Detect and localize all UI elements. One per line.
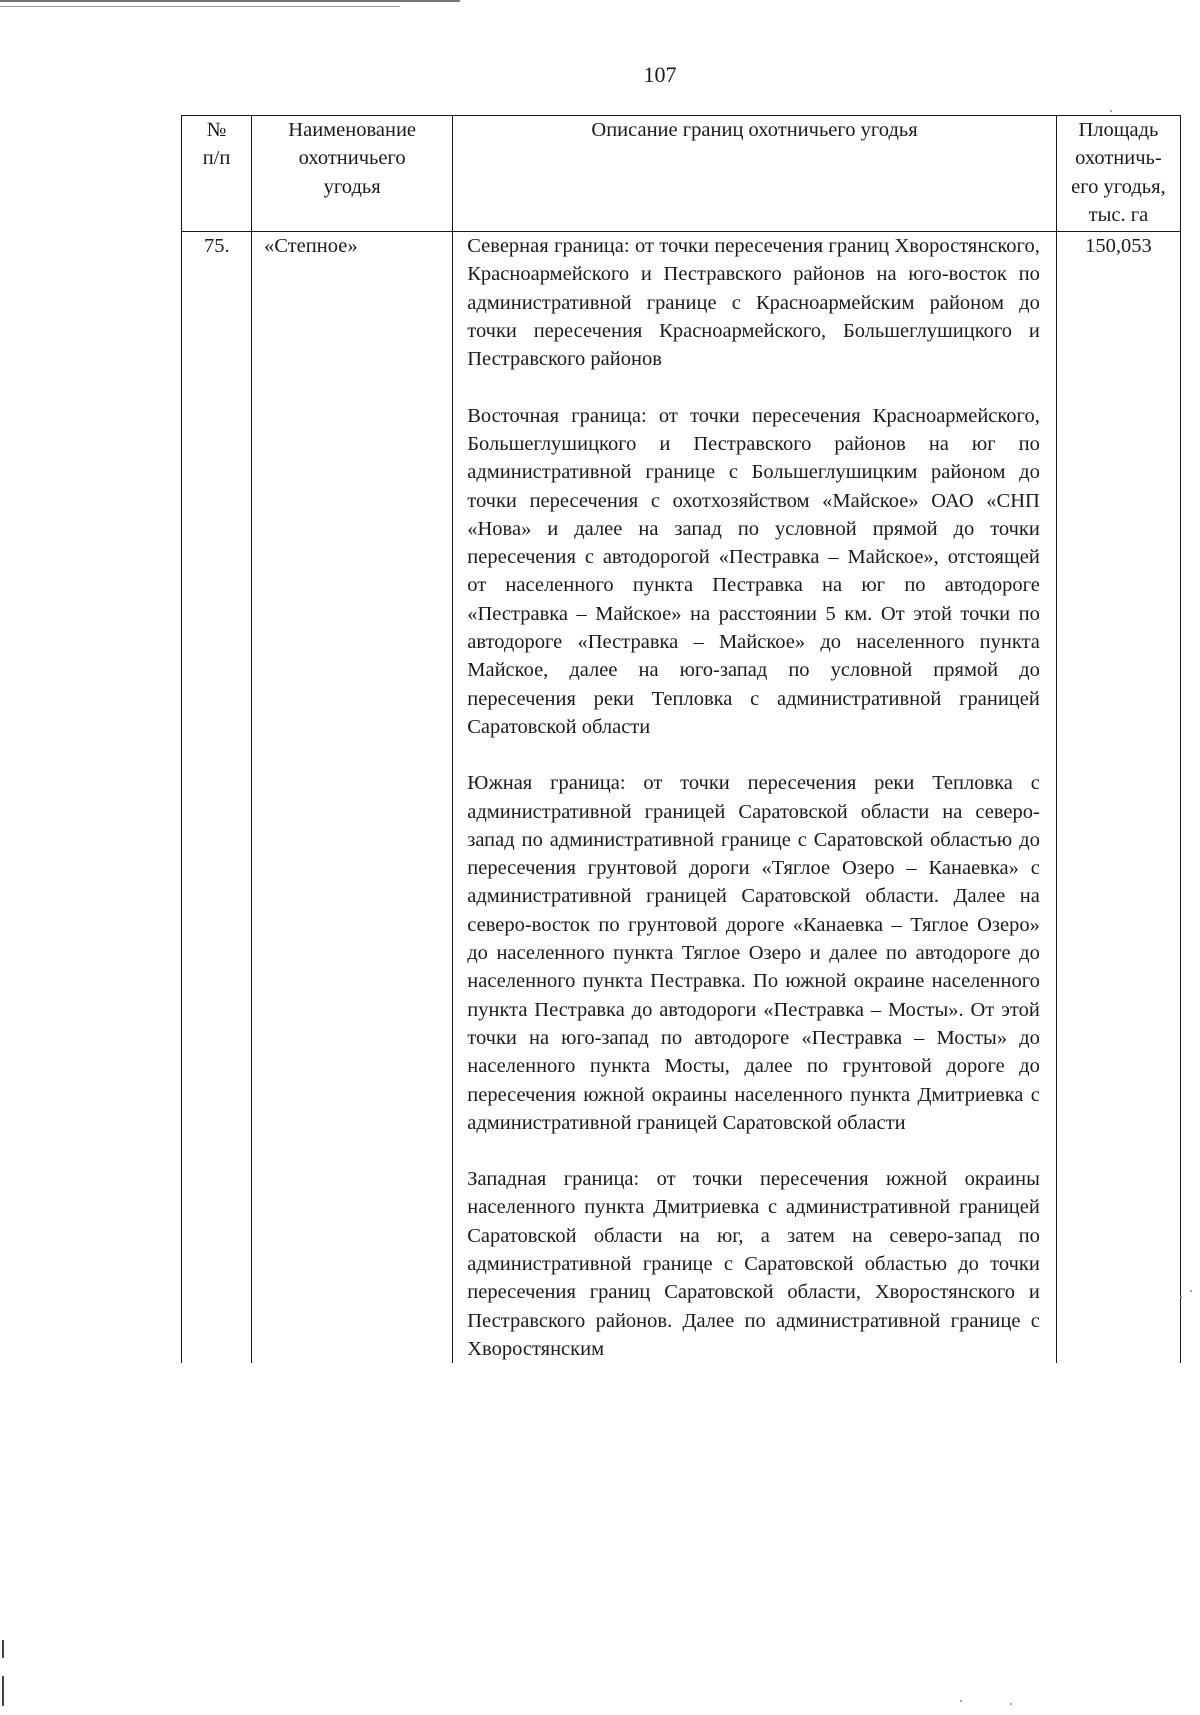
scan-margin-mark: [2, 1640, 4, 1658]
scan-speck: [1180, 1296, 1182, 1298]
scan-speck: [1190, 1290, 1192, 1292]
scan-edge-line: [0, 6, 400, 7]
scan-edge-line: [0, 0, 460, 2]
page-number: 107: [643, 62, 677, 87]
scan-margin-mark: [2, 1676, 4, 1706]
southern-boundary-text: Южная граница: от точки пересечения реки Тепловка с административной границей Саратовской области на северо-запад по административной границе с Саратовской областью до пересечения грунтовой дороги «Тяглое Озеро – Канаевка» с административной границей Саратовской области. Далее на северо-восток по грунтовой дороге «Канаевка – Тяглое Озеро» до населенного пункта Тяглое Озеро и далее по автодороге до населенного пункта Пестравка. По южной окраине населенного пункта Пестравка до автодороги «Пестравка – Мосты». От этой точки на юго-запад по автодороге «Пестравка – Мосты» до населенного пункта Мосты, далее по грунтовой дороге до пересечения южной окраины населенного пункта Дмитриевка с административной границей Саратовской области: [467, 772, 1040, 1134]
hunting-grounds-table: [181, 115, 1181, 1363]
header-area: Площадь охотничь-его угодья, тыс. га: [1056, 116, 1180, 232]
row-area: 150,053: [1056, 232, 1180, 1363]
table-header-row: [182, 116, 1181, 232]
header-description: Описание границ охотничьего угодья: [453, 116, 1057, 232]
row-description: [453, 232, 1057, 1363]
scan-speck: [1110, 110, 1112, 112]
scan-speck: [1010, 1703, 1012, 1705]
western-boundary-text: Западная граница: от точки пересечения южной окраины населенного пункта Дмитриевка с административной границей Саратовской области на юг, а затем на северо-запад по административной границе с Саратовской областью до точки пересечения границ Саратовской области, Хворостянского и Пестравского районов. Далее по административной границе с Хворостянским: [467, 1168, 1040, 1360]
row-number: 75.: [182, 232, 252, 1363]
header-name: Наименование охотничьего угодья: [252, 116, 453, 232]
eastern-boundary-text: Восточная граница: от точки пересечения Красноармейского, Большеглушицкого и Пестравского районов на юг по административной границе с Большеглушицким районом до точки пересечения с охотхозяйством «Майское» ОАО «СНП «Нова» и далее на запад по условной прямой до точки пересечения с автодорогой «Пестравка – Майское», отстоящей от населенного пункта Пестравка на юг по автодороге «Пестравка – Майское» на расстоянии 5 км. От этой точки по автодороге «Пестравка – Майское» до населенного пункта Майское, далее на юго-запад по условной прямой до пересечения реки Тепловка с административной границей Саратовской области: [467, 404, 1040, 738]
table-row: [182, 232, 1181, 1363]
scan-speck: [960, 1700, 962, 1702]
row-name: «Степное»: [252, 232, 453, 1363]
northern-boundary-text: Северная граница: от точки пересечения границ Хворостянского, Красноармейского и Пестравского районов на юго-восток по административной границе с Красноармейским районом до точки пересечения Красноармейского, Большеглушицкого и Пестравского районов: [467, 235, 1040, 371]
header-number: № п/п: [182, 116, 252, 232]
